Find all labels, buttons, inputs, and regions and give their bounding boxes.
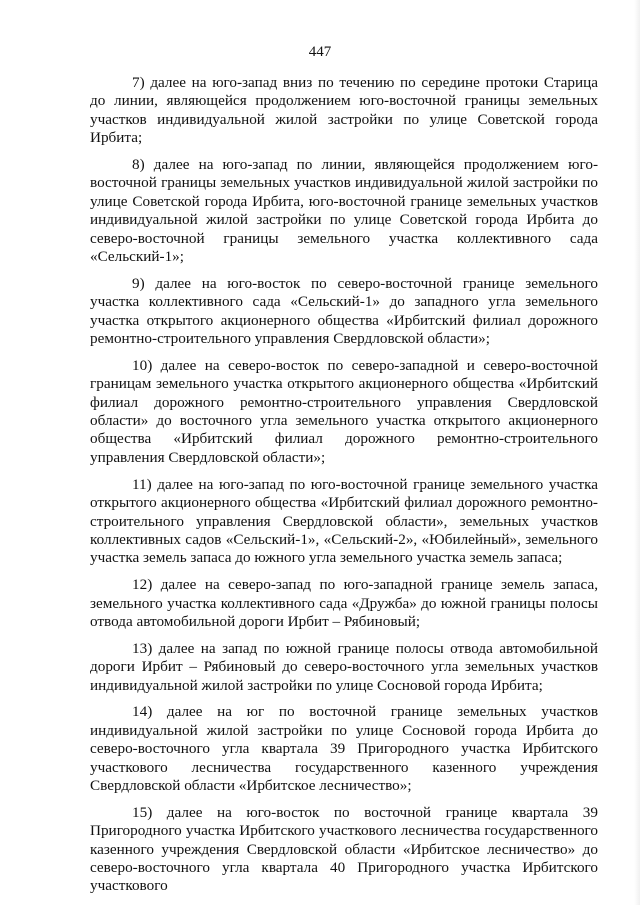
paragraph-item-10: 10) далее на северо-восток по северо-западной и северо-восточной границам земельного участка открытого акционерного общества «Ирбитский филиал дорожного ремонтно-строительного управления Свердловской области» до восточного угла земельного участка открытого акционерного общества «Ирбитский филиал дорожного ремонтно-строительного управления Свердловской области»; (90, 356, 598, 466)
paragraph-item-9: 9) далее на юго-восток по северо-восточной границе земельного участка коллективного сада «Сельский-1» до западного угла земельного участка открытого акционерного общества «Ирбитский филиал дорожного ремонтно-строительного управления Свердловской области»; (90, 274, 598, 348)
paragraph-item-14: 14) далее на юг по восточной границе земельных участков индивидуальной жилой застройки по улице Сосновой города Ирбита до северо-восточного угла квартала 39 Пригородного участка Ирбитского участкового лесничества государственного казенного учреждения Свердловской области «Ирбитское лесничество»; (90, 703, 598, 794)
document-body (90, 74, 598, 904)
paragraph-item-15: 15) далее на юго-восток по восточной границе квартала 39 Пригородного участка Ирбитского участкового лесничества государственного казенного учреждения Свердловской области «Ирбитское лесничество» до северо-восточного угла квартала 40 Пригородного участка Ирбитского участкового (90, 803, 598, 895)
paragraph-item-13: 13) далее на запад по южной границе полосы отвода автомобильной дороги Ирбит – Рябиновый до северо-восточного угла земельных участков индивидуальной жилой застройки по улице Сосновой города Ирбита; (90, 639, 598, 694)
paragraph-item-8: 8) далее на юго-запад по линии, являющейся продолжением юго-восточной границы земельных участков индивидуальной жилой застройки по улице Советской города Ирбита, юго-восточной границе земельных участков индивидуальной жилой застройки по улице Советской города Ирбита до северо-восточной границы земельного участка коллективного сада «Сельский-1»; (90, 156, 598, 266)
page-number: 447 (308, 44, 332, 60)
paragraph-item-12: 12) далее на северо-запад по юго-западной границе земель запаса, земельного участка коллективного сада «Дружба» до южной границы полосы отвода автомобильной дороги Ирбит – Рябиновый; (90, 576, 598, 630)
paragraph-item-11: 11) далее на юго-запад по юго-восточной границе земельного участка открытого акционерного общества «Ирбитский филиал дорожного ремонтно-строительного управления Свердловской области», земельных участков коллективных садов «Сельский-1», «Сельский-2», «Юбилейный», земельного участка земель запаса до южного угла земельного участка земель запаса; (90, 475, 598, 567)
page-edge-shadow (634, 0, 640, 905)
paragraph-item-7: 7) далее на юго-запад вниз по течению по середине протоки Старица до линии, являющейся продолжением юго-восточной границы земельных участков индивидуальной жилой застройки по улице Советской города Ирбита; (90, 74, 598, 147)
